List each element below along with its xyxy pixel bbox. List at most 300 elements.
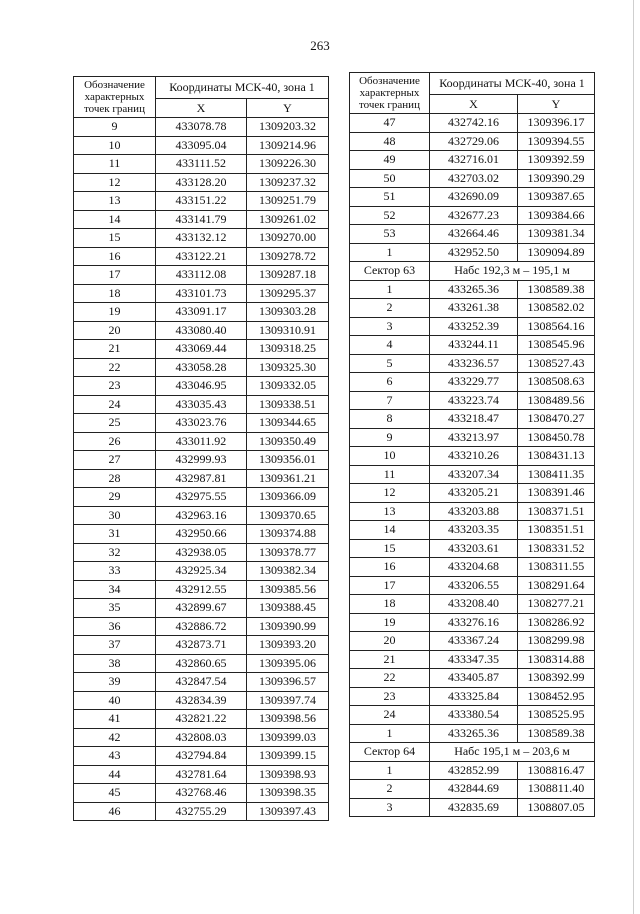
table-row [74, 395, 329, 414]
y-coordinate-cell: 1309338.51 [247, 395, 329, 414]
y-coordinate-cell: 1309295.37 [247, 284, 329, 303]
coordinates-table-right [349, 72, 595, 817]
table-row [350, 188, 595, 207]
x-coordinate-cell: 433058.28 [156, 358, 247, 377]
point-number-cell: 19 [350, 613, 430, 632]
point-number-cell: 10 [74, 136, 156, 155]
table-row [350, 465, 595, 484]
y-coordinate-cell: 1309395.06 [247, 654, 329, 673]
x-coordinate-cell: 433011.92 [156, 432, 247, 451]
y-coordinate-cell: 1309203.32 [247, 118, 329, 137]
point-number-cell: 51 [350, 188, 430, 207]
point-number-cell: 9 [74, 118, 156, 137]
y-coordinate-cell: 1308527.43 [518, 354, 595, 373]
table-row [74, 617, 329, 636]
point-number-cell: 7 [350, 391, 430, 410]
point-number-cell: 11 [74, 155, 156, 174]
table-row [350, 225, 595, 244]
point-number-cell: 2 [350, 780, 430, 799]
y-coordinate-cell: 1309394.55 [518, 132, 595, 151]
table-row [74, 155, 329, 174]
point-number-cell: 22 [350, 669, 430, 688]
y-coordinate-cell: 1308299.98 [518, 632, 595, 651]
point-number-cell: 24 [350, 706, 430, 725]
point-number-cell: 12 [74, 173, 156, 192]
table-row [350, 706, 595, 725]
x-coordinate-cell: 433111.52 [156, 155, 247, 174]
point-number-cell: 10 [350, 447, 430, 466]
point-number-cell: 30 [74, 506, 156, 525]
x-coordinate-cell: 433218.47 [430, 410, 518, 429]
x-coordinate-cell: 433122.21 [156, 247, 247, 266]
y-coordinate-cell: 1309237.32 [247, 173, 329, 192]
table-row [74, 636, 329, 655]
y-coordinate-cell: 1309390.99 [247, 617, 329, 636]
point-number-cell: 29 [74, 488, 156, 507]
y-coordinate-cell: 1309398.56 [247, 710, 329, 729]
y-coordinate-cell: 1309287.18 [247, 266, 329, 285]
point-number-cell: 38 [74, 654, 156, 673]
x-coordinate-cell: 433023.76 [156, 414, 247, 433]
y-coordinate-cell: 1308314.88 [518, 650, 595, 669]
table-row [74, 525, 329, 544]
table-row [74, 432, 329, 451]
table-row [350, 724, 595, 743]
table-row [74, 358, 329, 377]
x-coordinate-cell: 433128.20 [156, 173, 247, 192]
y-coordinate-cell: 1309393.20 [247, 636, 329, 655]
y-coordinate-cell: 1308411.35 [518, 465, 595, 484]
point-number-cell: 25 [74, 414, 156, 433]
table-row [350, 576, 595, 595]
table-row [74, 802, 329, 821]
sector-row [350, 262, 595, 281]
y-coordinate-cell: 1309385.56 [247, 580, 329, 599]
table-row [74, 562, 329, 581]
coordinates-table-left [73, 76, 329, 821]
y-coordinate-cell: 1309214.96 [247, 136, 329, 155]
x-coordinate-cell: 432844.69 [430, 780, 518, 799]
sector-row [350, 743, 595, 762]
y-coordinate-cell: 1308811.40 [518, 780, 595, 799]
y-coordinate-cell: 1309303.28 [247, 303, 329, 322]
y-coordinate-cell: 1309318.25 [247, 340, 329, 359]
x-coordinate-cell: 433207.34 [430, 465, 518, 484]
y-coordinate-cell: 1309356.01 [247, 451, 329, 470]
table-row [350, 595, 595, 614]
y-coordinate-cell: 1308545.96 [518, 336, 595, 355]
x-coordinate-cell: 432834.39 [156, 691, 247, 710]
table-row [74, 580, 329, 599]
table-row [74, 340, 329, 359]
x-coordinate-cell: 432938.05 [156, 543, 247, 562]
point-number-cell: 33 [74, 562, 156, 581]
y-coordinate-cell: 1308489.56 [518, 391, 595, 410]
x-coordinate-cell: 432963.16 [156, 506, 247, 525]
table-row [74, 710, 329, 729]
point-number-cell: 40 [74, 691, 156, 710]
table-row [74, 136, 329, 155]
table-row [350, 206, 595, 225]
y-coordinate-cell: 1308582.02 [518, 299, 595, 318]
y-coordinate-cell: 1309399.15 [247, 747, 329, 766]
table-row [350, 502, 595, 521]
x-coordinate-cell: 433112.08 [156, 266, 247, 285]
table-row [74, 673, 329, 692]
left-table-body [74, 77, 329, 821]
x-coordinate-cell: 433141.79 [156, 210, 247, 229]
point-number-cell: 20 [350, 632, 430, 651]
x-coordinate-cell: 433276.16 [430, 613, 518, 632]
table-row [74, 377, 329, 396]
point-number-cell: 3 [350, 317, 430, 336]
x-coordinate-cell: 433151.22 [156, 192, 247, 211]
point-label-header: Обозначение характерных точек границ [74, 77, 156, 118]
point-number-cell: 13 [74, 192, 156, 211]
y-coordinate-cell: 1308286.92 [518, 613, 595, 632]
y-coordinate-cell: 1309344.65 [247, 414, 329, 433]
point-number-cell: 14 [74, 210, 156, 229]
point-number-cell: 21 [74, 340, 156, 359]
coords-header: Координаты МСК-40, зона 1 [156, 77, 329, 99]
x-coordinate-cell: 433265.36 [430, 724, 518, 743]
y-coordinate-cell: 1309378.77 [247, 543, 329, 562]
x-coordinate-cell: 432742.16 [430, 114, 518, 133]
y-coordinate-cell: 1309399.03 [247, 728, 329, 747]
point-number-cell: 39 [74, 673, 156, 692]
table-row [350, 391, 595, 410]
x-coordinate-cell: 432835.69 [430, 798, 518, 817]
table-row [350, 484, 595, 503]
point-number-cell: 23 [350, 687, 430, 706]
y-coordinate-cell: 1308431.13 [518, 447, 595, 466]
table-row [350, 428, 595, 447]
x-coordinate-cell: 432808.03 [156, 728, 247, 747]
x-coordinate-cell: 432847.54 [156, 673, 247, 692]
table-row [350, 521, 595, 540]
x-coordinate-cell: 433367.24 [430, 632, 518, 651]
sector-name-cell: Сектор 64 [350, 743, 430, 762]
point-number-cell: 52 [350, 206, 430, 225]
point-number-cell: 41 [74, 710, 156, 729]
table-row [350, 761, 595, 780]
table-row [350, 410, 595, 429]
point-number-cell: 27 [74, 451, 156, 470]
point-label-header: Обозначение характерных точек границ [350, 73, 430, 114]
x-coordinate-cell: 432873.71 [156, 636, 247, 655]
table-row [350, 539, 595, 558]
table-row [350, 373, 595, 392]
x-coordinate-cell: 432690.09 [430, 188, 518, 207]
point-number-cell: 22 [74, 358, 156, 377]
y-coordinate-cell: 1309374.88 [247, 525, 329, 544]
y-coordinate-cell: 1309094.89 [518, 243, 595, 262]
y-coordinate-cell: 1308311.55 [518, 558, 595, 577]
table-row [350, 132, 595, 151]
point-number-cell: 46 [74, 802, 156, 821]
point-number-cell: 8 [350, 410, 430, 429]
x-coordinate-cell: 433078.78 [156, 118, 247, 137]
y-coordinate-cell: 1309398.93 [247, 765, 329, 784]
point-number-cell: 20 [74, 321, 156, 340]
y-coordinate-cell: 1309251.79 [247, 192, 329, 211]
table-row [74, 728, 329, 747]
point-number-cell: 1 [350, 243, 430, 262]
point-number-cell: 1 [350, 724, 430, 743]
point-number-cell: 12 [350, 484, 430, 503]
y-coordinate-cell: 1308508.63 [518, 373, 595, 392]
point-number-cell: 28 [74, 469, 156, 488]
point-number-cell: 13 [350, 502, 430, 521]
table-row [350, 632, 595, 651]
table-row [74, 599, 329, 618]
x-coordinate-cell: 432755.29 [156, 802, 247, 821]
y-coordinate-cell: 1309390.29 [518, 169, 595, 188]
point-number-cell: 15 [74, 229, 156, 248]
y-coordinate-cell: 1309387.65 [518, 188, 595, 207]
table-row [74, 266, 329, 285]
sector-range-cell: Набс 192,3 м – 195,1 м [430, 262, 595, 281]
x-coordinate-cell: 433132.12 [156, 229, 247, 248]
x-coordinate-cell: 433204.68 [430, 558, 518, 577]
point-number-cell: 26 [74, 432, 156, 451]
page-edge-line [633, 0, 634, 914]
table-row [74, 451, 329, 470]
table-row [74, 469, 329, 488]
point-number-cell: 32 [74, 543, 156, 562]
x-coordinate-cell: 432999.93 [156, 451, 247, 470]
table-row [74, 488, 329, 507]
x-coordinate-cell: 432703.02 [430, 169, 518, 188]
table-header-row [350, 73, 595, 95]
x-coordinate-cell: 432794.84 [156, 747, 247, 766]
table-row [74, 506, 329, 525]
table-row [74, 284, 329, 303]
y-coordinate-cell: 1309332.05 [247, 377, 329, 396]
x-coordinate-cell: 433252.39 [430, 317, 518, 336]
x-coordinate-cell: 433080.40 [156, 321, 247, 340]
table-row [350, 317, 595, 336]
x-coordinate-cell: 432952.50 [430, 243, 518, 262]
point-number-cell: 1 [350, 761, 430, 780]
table-row [350, 780, 595, 799]
y-coordinate-cell: 1309384.66 [518, 206, 595, 225]
table-row [350, 280, 595, 299]
x-coordinate-cell: 432925.34 [156, 562, 247, 581]
y-coordinate-cell: 1309325.30 [247, 358, 329, 377]
x-coordinate-cell: 432664.46 [430, 225, 518, 244]
table-row [350, 243, 595, 262]
x-coordinate-cell: 432899.67 [156, 599, 247, 618]
point-number-cell: 4 [350, 336, 430, 355]
point-number-cell: 37 [74, 636, 156, 655]
point-number-cell: 18 [74, 284, 156, 303]
x-coordinate-cell: 433203.88 [430, 502, 518, 521]
point-number-cell: 45 [74, 784, 156, 803]
table-row [350, 114, 595, 133]
y-coordinate-cell: 1308291.64 [518, 576, 595, 595]
x-coordinate-cell: 433035.43 [156, 395, 247, 414]
table-row [74, 247, 329, 266]
y-coordinate-cell: 1308391.46 [518, 484, 595, 503]
y-header: Y [518, 94, 595, 113]
y-coordinate-cell: 1309392.59 [518, 151, 595, 170]
y-coordinate-cell: 1308589.38 [518, 280, 595, 299]
table-row [74, 192, 329, 211]
x-coordinate-cell: 432912.55 [156, 580, 247, 599]
y-coordinate-cell: 1309361.21 [247, 469, 329, 488]
x-coordinate-cell: 433203.35 [430, 521, 518, 540]
point-number-cell: 42 [74, 728, 156, 747]
table-row [350, 613, 595, 632]
y-coordinate-cell: 1309350.49 [247, 432, 329, 451]
y-coordinate-cell: 1308450.78 [518, 428, 595, 447]
x-coordinate-cell: 433405.87 [430, 669, 518, 688]
sector-name-cell: Сектор 63 [350, 262, 430, 281]
x-coordinate-cell: 433205.21 [430, 484, 518, 503]
table-row [74, 321, 329, 340]
y-coordinate-cell: 1309382.34 [247, 562, 329, 581]
point-number-cell: 5 [350, 354, 430, 373]
point-number-cell: 31 [74, 525, 156, 544]
table-row [350, 151, 595, 170]
y-coordinate-cell: 1309366.09 [247, 488, 329, 507]
point-number-cell: 15 [350, 539, 430, 558]
point-number-cell: 19 [74, 303, 156, 322]
x-coordinate-cell: 432729.06 [430, 132, 518, 151]
point-number-cell: 2 [350, 299, 430, 318]
point-number-cell: 17 [74, 266, 156, 285]
point-number-cell: 36 [74, 617, 156, 636]
x-coordinate-cell: 432821.22 [156, 710, 247, 729]
table-row [350, 354, 595, 373]
y-coordinate-cell: 1309396.57 [247, 673, 329, 692]
point-number-cell: 35 [74, 599, 156, 618]
table-row [74, 784, 329, 803]
y-coordinate-cell: 1308331.52 [518, 539, 595, 558]
y-coordinate-cell: 1309226.30 [247, 155, 329, 174]
table-row [74, 118, 329, 137]
point-number-cell: 11 [350, 465, 430, 484]
x-coordinate-cell: 433236.57 [430, 354, 518, 373]
table-header-row [74, 77, 329, 99]
point-number-cell: 24 [74, 395, 156, 414]
table-row [74, 543, 329, 562]
table-row [74, 303, 329, 322]
x-coordinate-cell: 433046.95 [156, 377, 247, 396]
y-coordinate-cell: 1309397.43 [247, 802, 329, 821]
y-coordinate-cell: 1309396.17 [518, 114, 595, 133]
x-coordinate-cell: 433380.54 [430, 706, 518, 725]
table-row [74, 765, 329, 784]
x-coordinate-cell: 433203.61 [430, 539, 518, 558]
point-number-cell: 44 [74, 765, 156, 784]
y-coordinate-cell: 1309261.02 [247, 210, 329, 229]
table-row [350, 336, 595, 355]
point-number-cell: 48 [350, 132, 430, 151]
point-number-cell: 3 [350, 798, 430, 817]
y-coordinate-cell: 1308525.95 [518, 706, 595, 725]
table-row [74, 414, 329, 433]
x-coordinate-cell: 432852.99 [430, 761, 518, 780]
y-coordinate-cell: 1308351.51 [518, 521, 595, 540]
table-row [74, 691, 329, 710]
x-coordinate-cell: 433265.36 [430, 280, 518, 299]
y-header: Y [247, 98, 329, 117]
x-coordinate-cell: 433208.40 [430, 595, 518, 614]
point-number-cell: 21 [350, 650, 430, 669]
table-row [74, 229, 329, 248]
point-number-cell: 1 [350, 280, 430, 299]
point-number-cell: 34 [74, 580, 156, 599]
table-row [350, 650, 595, 669]
point-number-cell: 49 [350, 151, 430, 170]
right-table-body [350, 73, 595, 817]
x-coordinate-cell: 433210.26 [430, 447, 518, 466]
x-coordinate-cell: 432987.81 [156, 469, 247, 488]
y-coordinate-cell: 1308564.16 [518, 317, 595, 336]
x-header: X [430, 94, 518, 113]
page-number: 263 [310, 38, 330, 53]
y-coordinate-cell: 1309388.45 [247, 599, 329, 618]
y-coordinate-cell: 1308807.05 [518, 798, 595, 817]
point-number-cell: 50 [350, 169, 430, 188]
point-number-cell: 9 [350, 428, 430, 447]
y-coordinate-cell: 1309270.00 [247, 229, 329, 248]
table-row [350, 798, 595, 817]
x-coordinate-cell: 433101.73 [156, 284, 247, 303]
y-coordinate-cell: 1308392.99 [518, 669, 595, 688]
y-coordinate-cell: 1308277.21 [518, 595, 595, 614]
x-coordinate-cell: 433206.55 [430, 576, 518, 595]
x-header: X [156, 98, 247, 117]
x-coordinate-cell: 433244.11 [430, 336, 518, 355]
x-coordinate-cell: 433347.35 [430, 650, 518, 669]
table-row [350, 687, 595, 706]
x-coordinate-cell: 433223.74 [430, 391, 518, 410]
sector-range-cell: Набс 195,1 м – 203,6 м [430, 743, 595, 762]
x-coordinate-cell: 432768.46 [156, 784, 247, 803]
point-number-cell: 17 [350, 576, 430, 595]
x-coordinate-cell: 432975.55 [156, 488, 247, 507]
x-coordinate-cell: 433091.17 [156, 303, 247, 322]
coords-header: Координаты МСК-40, зона 1 [430, 73, 595, 95]
x-coordinate-cell: 432677.23 [430, 206, 518, 225]
table-row [350, 299, 595, 318]
y-coordinate-cell: 1309397.74 [247, 691, 329, 710]
x-coordinate-cell: 433069.44 [156, 340, 247, 359]
x-coordinate-cell: 433213.97 [430, 428, 518, 447]
x-coordinate-cell: 433261.38 [430, 299, 518, 318]
table-row [74, 210, 329, 229]
y-coordinate-cell: 1309381.34 [518, 225, 595, 244]
y-coordinate-cell: 1308452.95 [518, 687, 595, 706]
table-row [350, 447, 595, 466]
x-coordinate-cell: 432781.64 [156, 765, 247, 784]
y-coordinate-cell: 1308589.38 [518, 724, 595, 743]
point-number-cell: 23 [74, 377, 156, 396]
x-coordinate-cell: 432716.01 [430, 151, 518, 170]
x-coordinate-cell: 433229.77 [430, 373, 518, 392]
table-row [350, 669, 595, 688]
table-row [74, 747, 329, 766]
point-number-cell: 16 [74, 247, 156, 266]
point-number-cell: 53 [350, 225, 430, 244]
x-coordinate-cell: 432950.66 [156, 525, 247, 544]
table-row [74, 654, 329, 673]
y-coordinate-cell: 1308371.51 [518, 502, 595, 521]
table-row [350, 169, 595, 188]
